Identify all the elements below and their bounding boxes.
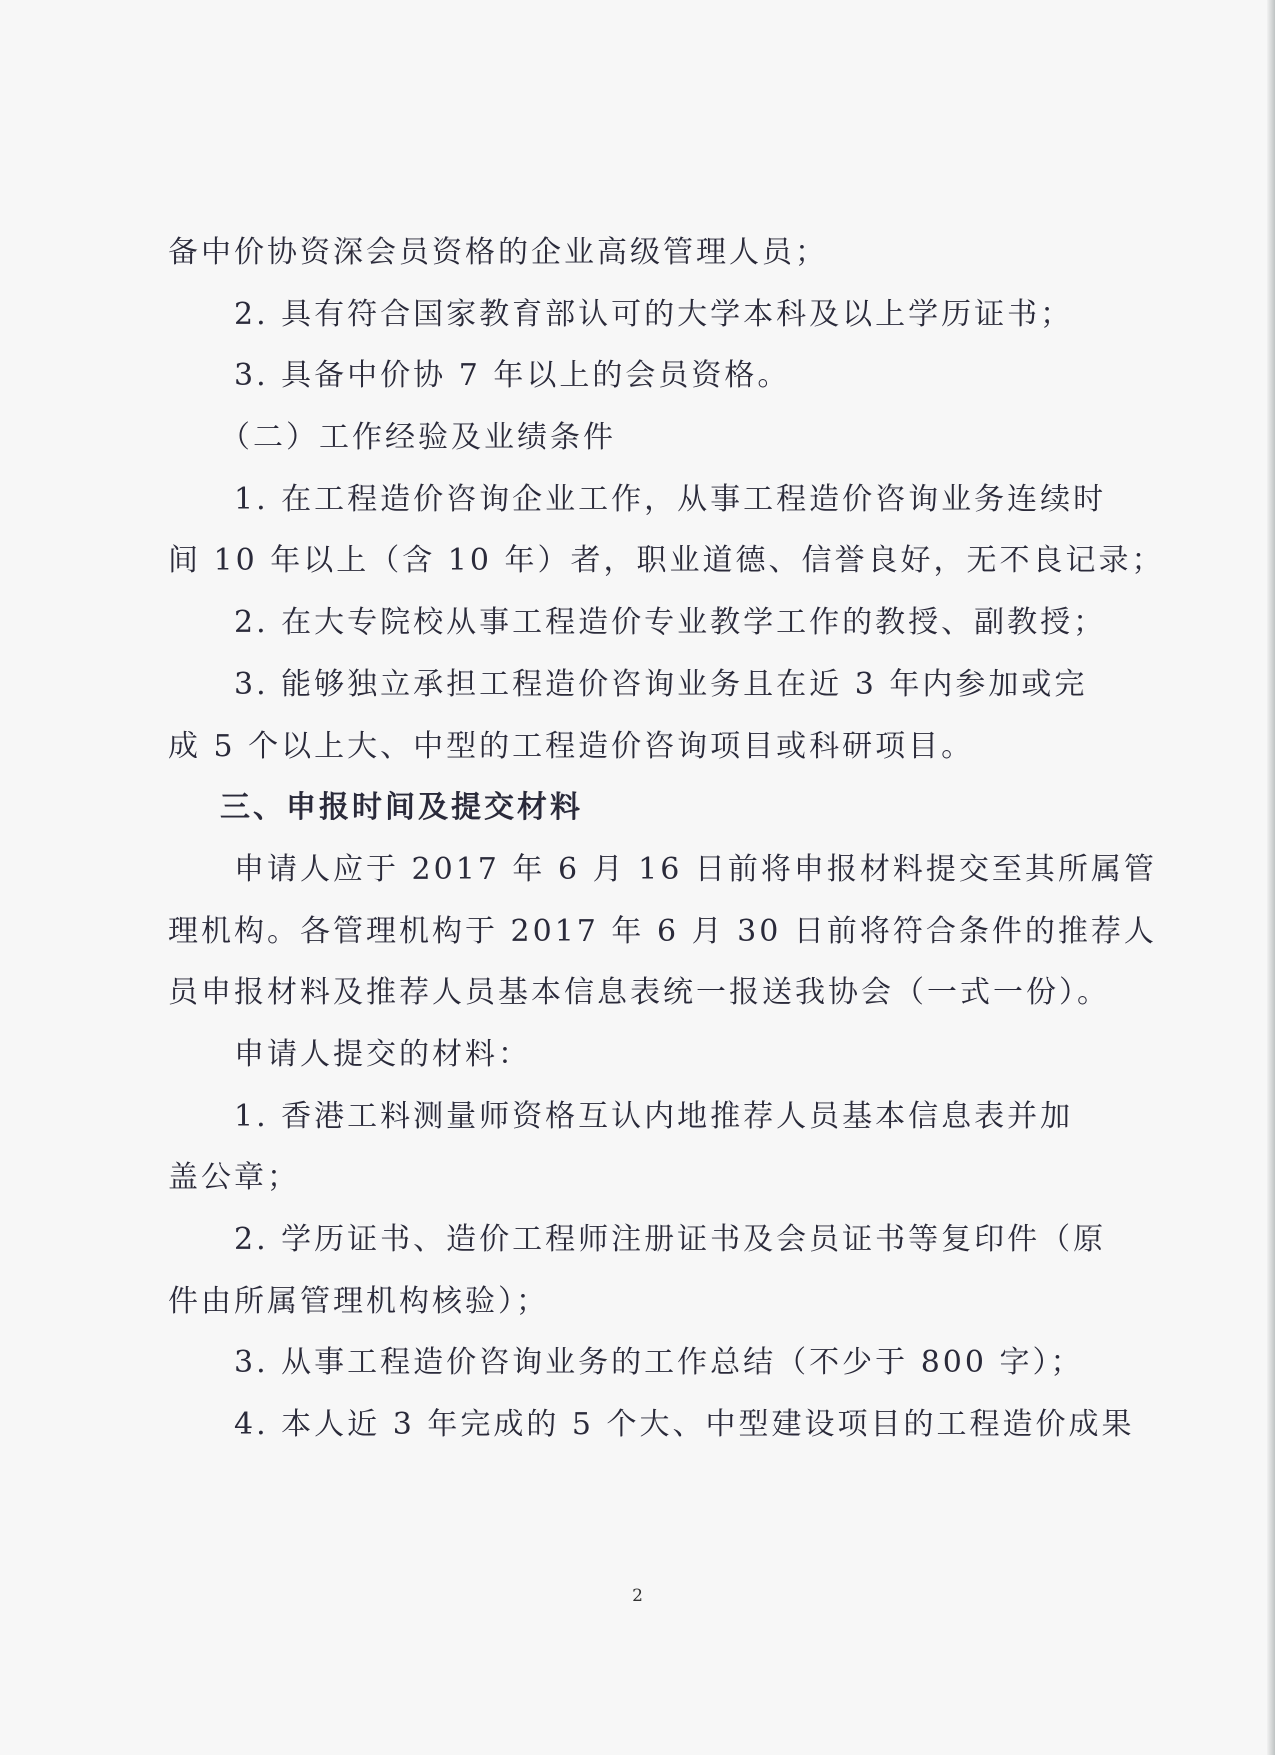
- text-line-6: 间 10 年以上（含 10 年）者，职业道德、信誉良好，无不良记录；: [168, 543, 1165, 579]
- text-line-9: 成 5 个以上大、中型的工程造价咨询项目或科研项目。: [168, 728, 975, 764]
- text-line-5: 1. 在工程造价咨询企业工作，从事工程造价咨询业务连续时: [234, 481, 1107, 517]
- section-subheading: （二）工作经验及业绩条件: [220, 420, 616, 456]
- text-line-13: 员申报材料及推荐人员基本信息表统一报送我协会（一式一份）。: [168, 975, 1110, 1011]
- section-heading: 三、申报时间及提交材料: [220, 790, 583, 826]
- text-line-1: 备中价协资深会员资格的企业高级管理人员；: [168, 235, 828, 270]
- text-line-16: 盖公章；: [168, 1160, 300, 1196]
- text-line-3: 3. 具备中价协 7 年以上的会员资格。: [234, 358, 791, 394]
- page-number: 2: [632, 1586, 643, 1606]
- document-body: [168, 222, 1165, 1456]
- text-line-14: 申请人提交的材料：: [234, 1036, 531, 1072]
- text-line-11: 申请人应于 2017 年 6 月 16 日前将申报材料提交至其所属管: [234, 851, 1157, 887]
- text-line-8: 3. 能够独立承担工程造价咨询业务且在近 3 年内参加或完: [234, 666, 1088, 702]
- text-line-19: 3. 从事工程造价咨询业务的工作总结（不少于 800 字）；: [234, 1345, 1084, 1381]
- text-line-2: 2. 具有符合国家教育部认可的大学本科及以上学历证书；: [234, 296, 1074, 332]
- text-line-7: 2. 在大专院校从事工程造价专业教学工作的教授、副教授；: [234, 605, 1107, 641]
- text-line-12: 理机构。各管理机构于 2017 年 6 月 30 日前将符合条件的推荐人: [168, 913, 1157, 949]
- text-line-15: 1. 香港工料测量师资格互认内地推荐人员基本信息表并加: [234, 1098, 1074, 1134]
- page-edge-shadow: [1267, 0, 1275, 1755]
- text-line-18: 件由所属管理机构核验）；: [168, 1283, 549, 1319]
- text-line-17: 2. 学历证书、造价工程师注册证书及会员证书等复印件（原: [234, 1222, 1107, 1257]
- text-line-20: 4. 本人近 3 年完成的 5 个大、中型建设项目的工程造价成果: [234, 1407, 1135, 1443]
